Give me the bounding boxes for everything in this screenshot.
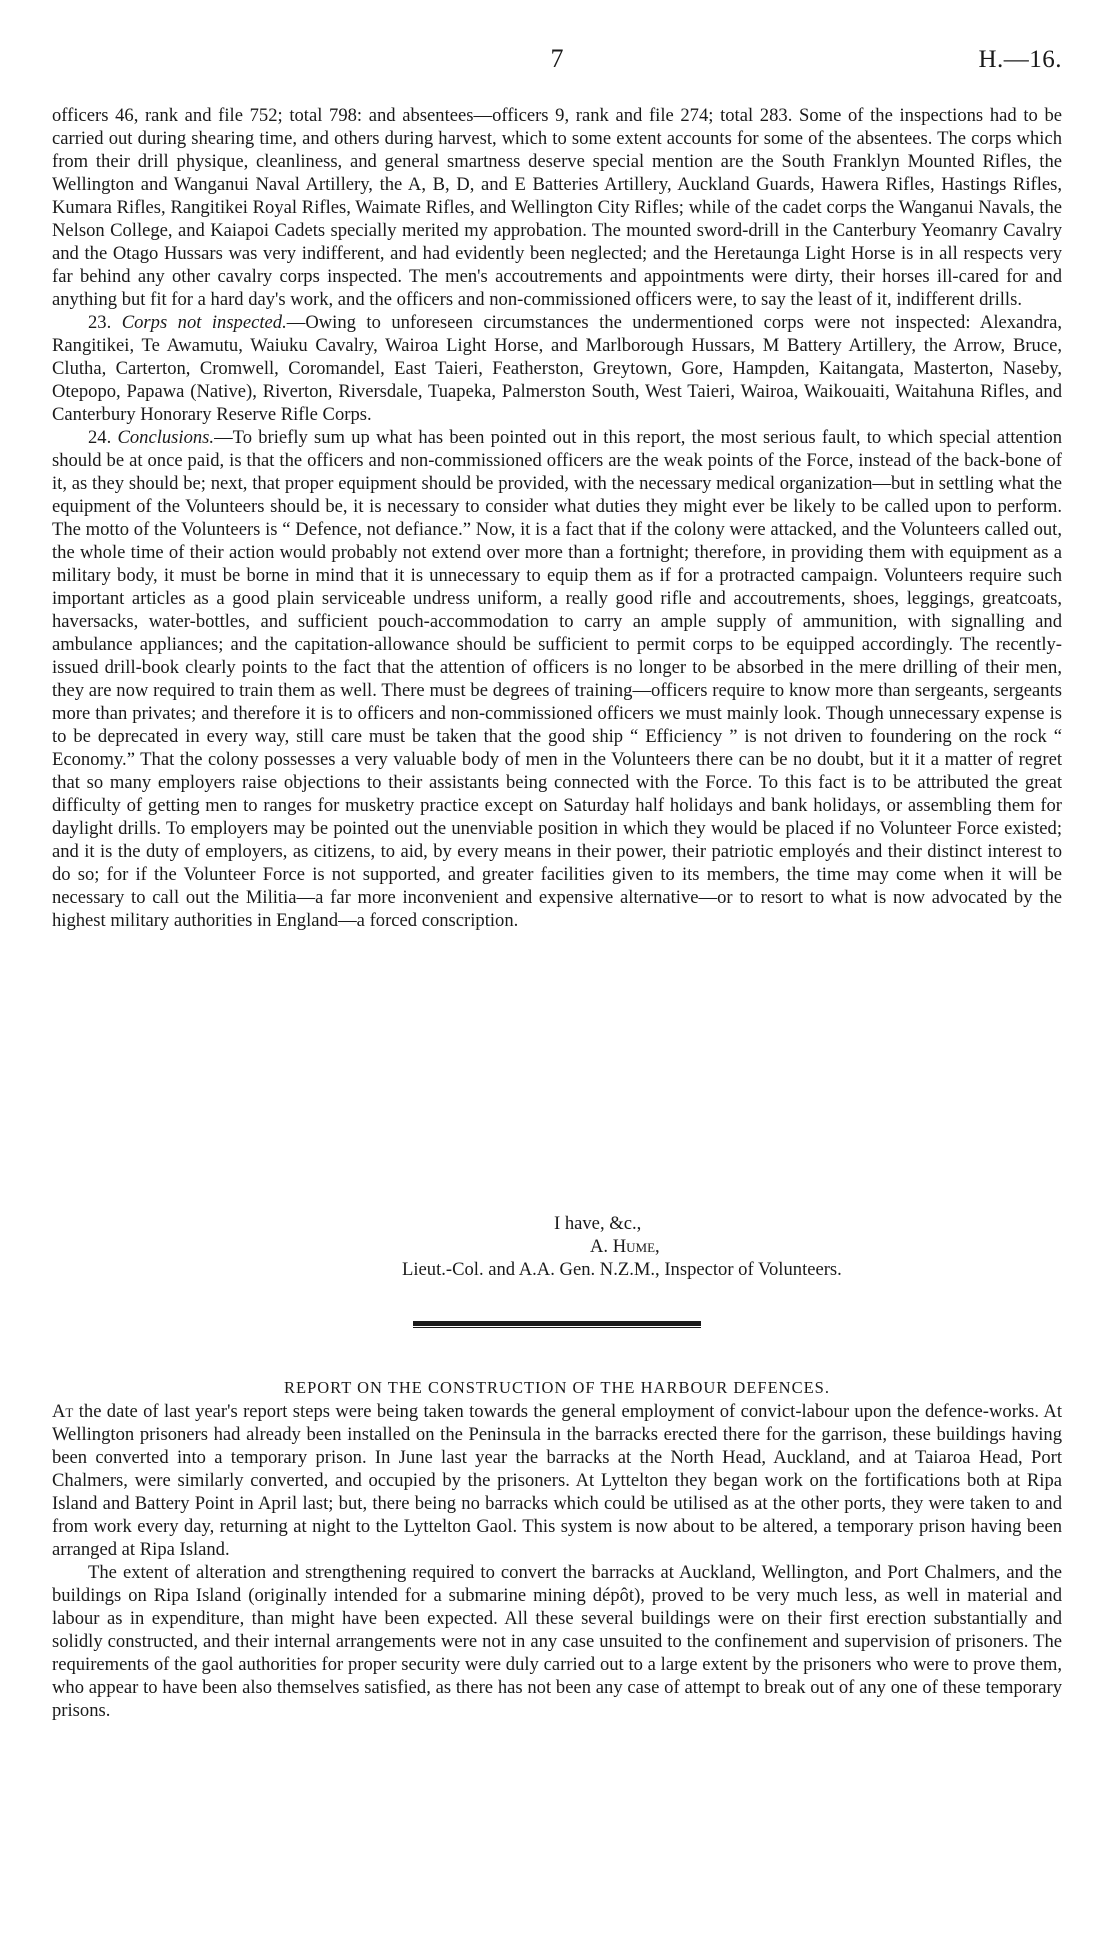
drop-lead-word: At: [52, 1401, 74, 1422]
paragraph-corps-not-inspected: [52, 311, 1062, 426]
paragraph-number: 23.: [88, 312, 112, 333]
section-divider: [413, 1321, 701, 1326]
paragraph-convict-labour: [52, 1400, 1062, 1561]
page-number: 7: [550, 44, 564, 73]
paragraph-alterations: The extent of alteration and strengthening required to convert the barracks at Auckland, Wellington, and Port Chalmers, and the buildings on Ripa Island (originally intended for a submarine mining dépôt), proved to be very much less, as well in material and labour as in expenditure, than might have been expected. All these several buildings were on their first erection substantially and solidly constructed, and their internal arrangements were not in any case unsuited to the confinement and supervision of prisoners. The requirements of the gaol authorities for proper security were duly carried out to a large extent by the prisoners who were to prove them, who appear to have been also themselves satisfied, as there has not been any case of attempt to break out of any one of these temporary prisons.: [52, 1562, 1062, 1721]
paragraph-title: Conclusions.: [117, 427, 215, 448]
page-header: [52, 44, 1062, 84]
paragraph-text: —Owing to unforeseen circumstances the undermentioned corps were not inspected: Alexandra, Rangitikei, Te Awamutu, Waiuku Cavalry, Wairoa Light Horse, and Marlborough Hussars, M Battery Artillery, the Arrow, Bruce, Clutha, Carterton, Cromwell, Coromandel, East Taieri, Featherston, Greytown, Gore, Hampden, Kaitangata, Masterton, Naseby, Otepopo, Papawa (Native), Riverton, Riversdale, Tuapeka, Palmerston South, West Taieri, Wairoa, Waikouaiti, Waitahuna Rifles, and Canterbury Honorary Reserve Rifle Corps.: [52, 312, 1062, 425]
harbour-defences-body: [52, 1400, 1062, 1722]
signature-title: Lieut.-Col. and A.A. Gen. N.Z.M., Inspector of Volunteers.: [402, 1259, 842, 1280]
paragraph-conclusions: [52, 426, 1062, 932]
section-heading: REPORT ON THE CONSTRUCTION OF THE HARBOUR DEFENCES.: [284, 1378, 830, 1397]
signature-name: A. Hume,: [590, 1236, 660, 1257]
document-reference: H.—16.: [978, 46, 1062, 73]
signature-closing: I have, &c.,: [554, 1213, 642, 1234]
paragraph-number: 24.: [88, 427, 112, 448]
paragraph-text: —To briefly sum up what has been pointed out in this report, the most serious fault, to which special attention should be at once paid, is that the officers and non-commissioned officers are the weak points of the Force, instead of the back-bone of it, as they should be; next, that proper equipment should be provided, with the necessary medical organization—but in settling what the equipment of the Volunteers should be, it is necessary to consider what duties they might ever be likely to be called upon to perform. The motto of the Volunteers is “ Defence, not defiance.” Now, it is a fact that if the colony were attacked, and the Volunteers called out, the whole time of their action would probably not extend over more than a fortnight; therefore, in providing them with equipment as a military body, it must be borne in mind that it is unnecessary to equip them as if for a protracted campaign. Volunteers require such important articles as a good plain serviceable undress uniform, a really good rifle and accoutrements, shoes, leggings, greatcoats, haversacks, water-bottles, and sufficient pouch-accommodation to carry an ample supply of ammunition, with signalling and ambulance appliances; and the capitation-allowance should be sufficient to permit corps to be equipped accordingly. The recently-issued drill-book clearly points to the fact that the attention of officers is no longer to be absorbed in the mere drilling of their men, they are now required to train them as well. There must be degrees of training—officers require to know more than sergeants, sergeants more than privates; and therefore it is to officers and non-commissioned officers we must mainly look. Though unnecessary expense is to be deprecated in every way, still care must be taken that the good ship “ Efficiency ” is not driven to foundering on the rock “ Economy.” That the colony possesses a very valuable body of men in the Volunteers there can be no doubt, but it it a matter of regret that so many employers raise objections to their assistants being connected with the Force. To this fact is to be attributed the great difficulty of getting men to ranges for musketry practice except on Saturday half holidays and bank holidays, or assembling them for daylight drills. To employers may be pointed out the unenviable position in which they would be placed if no Volunteer Force existed; and it is the duty of employers, as citizens, to aid, by every means in their power, their patriotic employés and their distinct interest to do so; for if the Volunteer Force is not supported, and greater facilities given to its members, the time may come when it will be necessary to call out the Militia—a far more inconvenient and expensive alternative—or to resort to what is now advocated by the highest military authorities in England—a forced conscription.: [52, 427, 1062, 931]
paragraph-text: the date of last year's report steps were being taken towards the general employment of convict-labour upon the defence-works. At Wellington prisoners had already been installed on the Peninsula in the barracks erected there for the garrison, these buildings having been converted into a temporary prison. In June last year the barracks at the North Head, Auckland, and at Taiaroa Head, Port Chalmers, were similarly converted, and occupied by the prisoners. At Lyttelton they began work on the fortifications both at Ripa Island and Battery Point in April last; but, there being no barracks which could be utilised as at the other ports, they were taken to and from work every day, returning at night to the Lyttelton Gaol. This system is now about to be altered, a temporary prison having been arranged at Ripa Island.: [52, 1401, 1062, 1560]
paragraph-title: Corps not inspected.: [121, 312, 287, 333]
signature-block: [52, 1212, 1062, 1281]
paragraph-continuation: officers 46, rank and file 752; total 798: and absentees—officers 9, rank and file 274; total 283. Some of the inspections had to be carried out during shearing time, and others during harvest, which to some extent accounts for some of the absentees. The corps which from their drill physique, cleanliness, and general smartness deserve special mention are the South Franklyn Mounted Rifles, the Wellington and Wanganui Naval Artillery, the A, B, D, and E Batteries Artillery, Auckland Guards, Hawera Rifles, Hastings Rifles, Kumara Rifles, Rangitikei Royal Rifles, Waimate Rifles, and Wellington City Rifles; while of the cadet corps the Wanganui Navals, the Nelson College, and Kaiapoi Cadets specially merited my approbation. The mounted sword-drill in the Canterbury Yeomanry Cavalry and the Otago Hussars was very indifferent, and had evidently been neglected; and the Heretaunga Light Horse is in all respects very far behind any other cavalry corps inspected. The men's accoutrements and appointments were dirty, their horses ill-cared for and anything but fit for a hard day's work, and the officers and non-commissioned officers were, to say the least of it, indifferent drills.: [52, 105, 1062, 310]
report-body: [52, 104, 1062, 932]
